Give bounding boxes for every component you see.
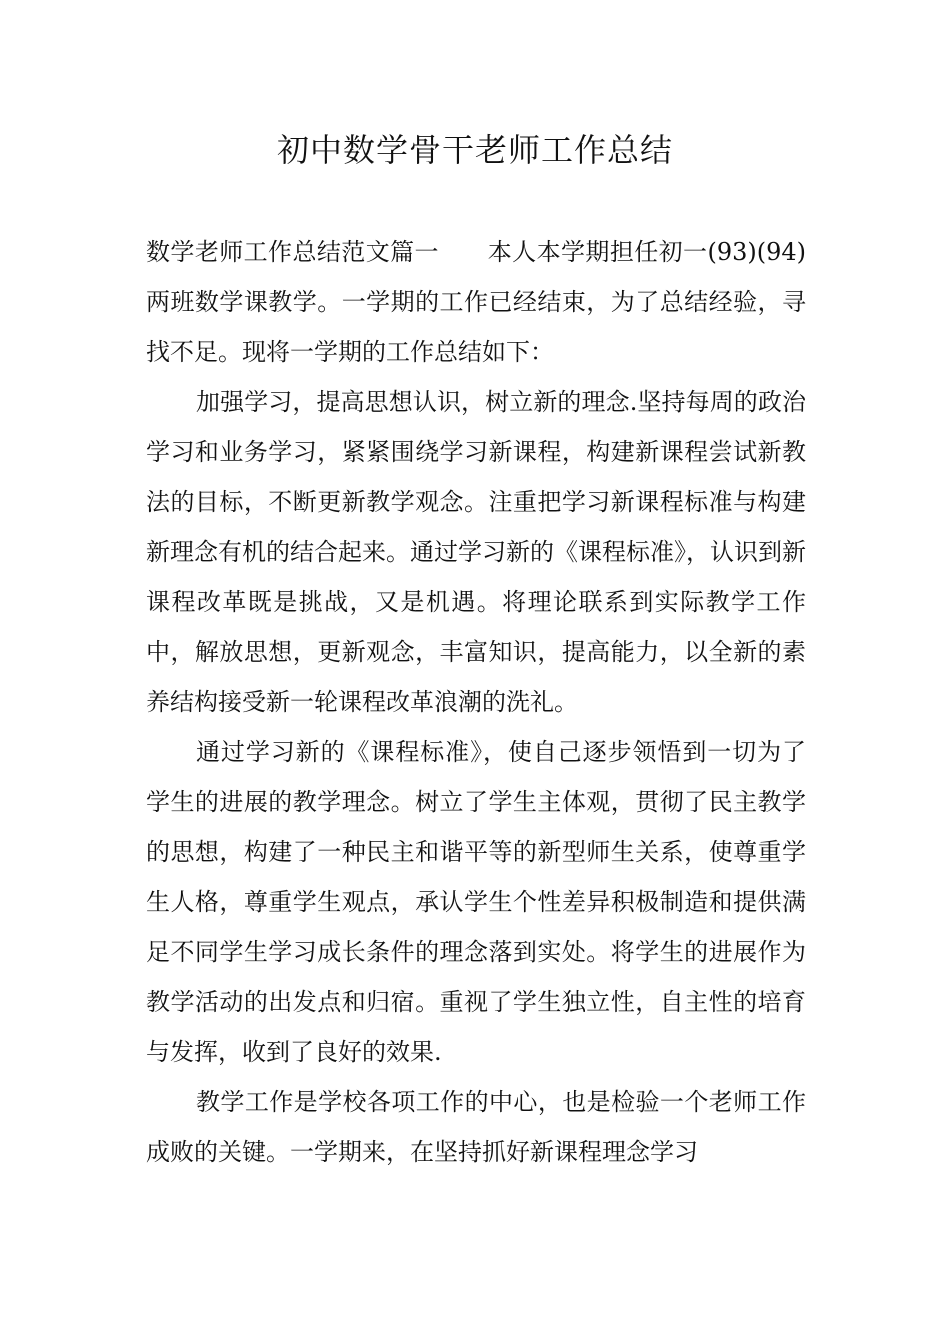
paragraph-study: 加强学习，提高思想认识，树立新的理念.坚持每周的政治学习和业务学习，紧紧围绕学习新课程，构建新课程尝试新教法的目标，不断更新教学观念。注重把学习新课程标准与构建新理念有机的结合起来。通过学习新的《课程标准》，认识到新课程改革既是挑战，又是机遇。将理论联系到实际教学工作中，解放思想，更新观念，丰富知识，提高能力，以全新的素养结构接受新一轮课程改革浪潮的洗礼。 <box>146 388 806 716</box>
document-body <box>146 227 806 1177</box>
document-title: 初中数学骨干老师工作总结 <box>276 131 673 169</box>
paragraph-intro: 数学老师工作总结范文篇一 本人本学期担任初一(93)(94)两班数学课教学。一学期的工作已经结束，为了总结经验，寻找不足。现将一学期的工作总结如下： <box>146 238 806 366</box>
paragraph-curriculum-standard: 通过学习新的《课程标准》，使自己逐步领悟到一切为了学生的进展的教学理念。树立了学生主体观，贯彻了民主教学的思想，构建了一种民主和谐平等的新型师生关系，使尊重学生人格，尊重学生观点，承认学生个性差异积极制造和提供满足不同学生学习成长条件的理念落到实处。将学生的进展作为教学活动的出发点和归宿。重视了学生独立性，自主性的培育与发挥，收到了良好的效果. <box>146 738 806 1066</box>
paragraph-teaching-work: 教学工作是学校各项工作的中心，也是检验一个老师工作成败的关键。一学期来，在坚持抓好新课程理念学习 <box>146 1088 806 1166</box>
